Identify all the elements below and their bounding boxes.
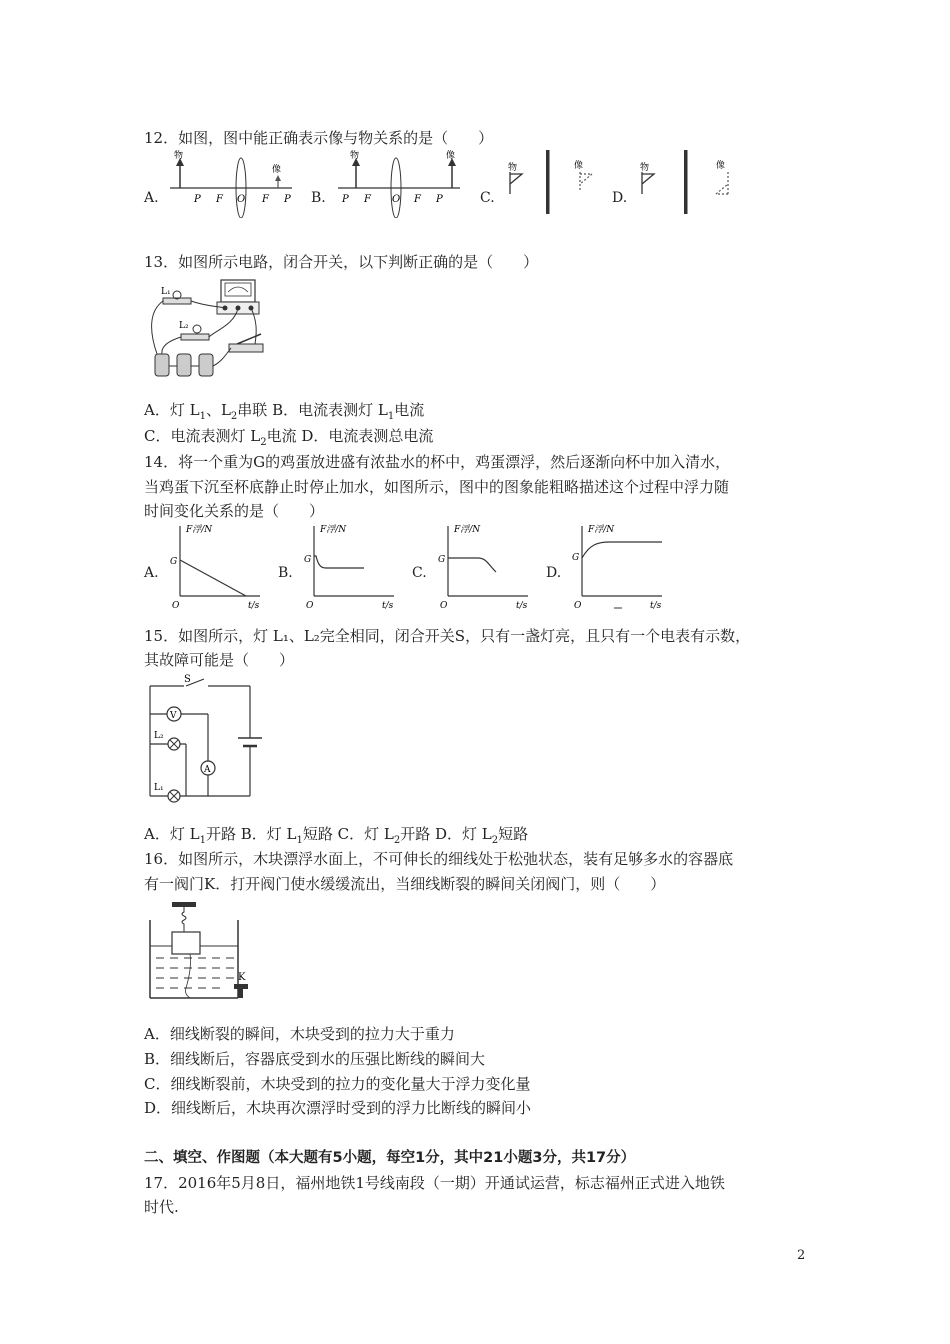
svg-text:t/s: t/s — [248, 601, 260, 611]
q17-line-2: 时代. — [144, 1198, 179, 1216]
q12-figure-d — [632, 148, 742, 216]
svg-text:F: F — [262, 194, 269, 205]
svg-text:O: O — [237, 194, 246, 205]
q16-option-a: A．细线断裂的瞬间，木块受到的拉力大于重力 — [144, 1025, 455, 1043]
q13-options-line-2: C．电流表测灯 $L_2$电流 D．电流表测总电流 — [144, 427, 434, 448]
svg-text:t/s: t/s — [516, 601, 528, 611]
svg-text:t/s: t/s — [650, 601, 662, 611]
q12-option-b-label: B. — [311, 190, 326, 206]
l1-label: L₁ — [154, 783, 164, 793]
q12-figure-a — [166, 150, 296, 218]
svg-text:O: O — [574, 601, 582, 611]
q14-option-c-label: C. — [412, 565, 427, 581]
object-label: 物 — [174, 151, 184, 161]
svg-text:F: F — [414, 194, 421, 205]
q16-line-1: 16．如图所示，木块漂浮水面上，不可伸长的细线处于松弛状态，装有足够多水的容器底 — [144, 850, 734, 868]
q15-line-1: 15．如图所示，灯 L₁、L₂完全相同，闭合开关S，只有一盏灯亮，且只有一个电表有示数， — [144, 627, 751, 645]
q15-circuit-figure — [146, 672, 266, 804]
page-number: 2 — [797, 1248, 806, 1263]
svg-text:F浮/N: F浮/N — [186, 525, 213, 535]
svg-text:O: O — [392, 194, 401, 205]
q14-line-2: 当鸡蛋下沉至杯底静止时停止加水，如图所示，图中的图象能粗略描述这个过程中浮力随 — [144, 478, 730, 496]
svg-text:O: O — [172, 601, 180, 611]
image-label: 像 — [716, 161, 726, 171]
q14-line-1: 14．将一个重为G的鸡蛋放进盛有浓盐水的杯中，鸡蛋漂浮，然后逐渐向杯中加入清水， — [144, 453, 731, 471]
q12-figure-b — [334, 150, 464, 218]
svg-text:P: P — [284, 194, 291, 205]
svg-text:G: G — [304, 555, 312, 565]
switch-label: S — [184, 674, 191, 685]
voltmeter-label: V — [170, 711, 177, 721]
svg-text:G: G — [170, 557, 178, 567]
q14-option-a-label: A. — [144, 565, 159, 581]
q12-option-a-label: A. — [144, 190, 159, 206]
q14-option-d-label: D. — [546, 565, 562, 581]
svg-text:F浮/N: F浮/N — [588, 525, 615, 535]
svg-text:P: P — [342, 194, 349, 205]
object-label: 物 — [640, 163, 650, 173]
q14-graph-b — [302, 520, 402, 612]
q12-option-c-label: C. — [480, 190, 495, 206]
svg-text:F: F — [216, 194, 223, 205]
q15-line-2: 其故障可能是（ ） — [144, 651, 295, 669]
q17-line-1: 17．2016年5月8日，福州地铁1号线南段（一期）开通试运营，标志福州正式进入地铁 — [144, 1174, 725, 1192]
q13-circuit-figure — [145, 276, 270, 384]
q12-option-d-label: D. — [612, 190, 628, 206]
l1-label: L₁ — [161, 287, 171, 297]
q13-options-line-1: A．灯 $L_1$、$L_2$串联 B．电流表测灯 $L_1$电流 — [144, 401, 425, 422]
q16-line-2: 有一阀门K．打开阀门使水缓缓流出，当细线断裂的瞬间关闭阀门，则（ ） — [144, 875, 666, 893]
q15-options: A．灯 $L_1$开路 B．灯 $L_1$短路 C．灯 $L_2$开路 D．灯 $L_2$短路 — [144, 825, 529, 846]
object-label: 物 — [508, 163, 518, 173]
svg-text:G: G — [438, 555, 446, 565]
q16-option-d: D．细线断后，木块再次漂浮时受到的浮力比断线的瞬间小 — [144, 1099, 532, 1117]
q16-container-figure — [146, 898, 256, 1002]
image-label: 像 — [574, 161, 584, 171]
section-2-title: 二、填空、作图题（本大题有5小题，每空1分，其中21小题3分，共17分） — [144, 1150, 636, 1166]
image-label: 像 — [272, 165, 282, 175]
svg-text:F浮/N: F浮/N — [320, 525, 347, 535]
l2-label: L₂ — [179, 321, 189, 331]
q12-stem: 12．如图，图中能正确表示像与物关系的是（ ） — [144, 129, 494, 147]
svg-text:O: O — [440, 601, 448, 611]
q16-option-c: C．细线断裂前，木块受到的拉力的变化量大于浮力变化量 — [144, 1075, 531, 1093]
ammeter-label: A — [204, 765, 211, 775]
q12-figure-c — [500, 148, 600, 216]
svg-text:P: P — [194, 194, 201, 205]
svg-text:P: P — [436, 194, 443, 205]
svg-text:O: O — [306, 601, 314, 611]
svg-text:F: F — [364, 194, 371, 205]
q14-option-b-label: B. — [278, 565, 293, 581]
svg-text:t/s: t/s — [382, 601, 394, 611]
image-label: 像 — [446, 151, 456, 161]
q14-graph-c — [436, 520, 536, 612]
svg-text:F浮/N: F浮/N — [454, 525, 481, 535]
q13-stem: 13．如图所示电路，闭合开关，以下判断正确的是（ ） — [144, 253, 539, 271]
q14-line-3: 时间变化关系的是（ ） — [144, 502, 325, 520]
l2-label: L₂ — [154, 731, 164, 741]
q16-option-b: B．细线断后，容器底受到水的压强比断线的瞬间大 — [144, 1050, 486, 1068]
valve-label: K — [238, 972, 246, 983]
q14-graph-a — [168, 520, 268, 612]
svg-text:G: G — [572, 553, 580, 563]
object-label: 物 — [350, 151, 360, 161]
q14-graph-d — [570, 520, 670, 612]
